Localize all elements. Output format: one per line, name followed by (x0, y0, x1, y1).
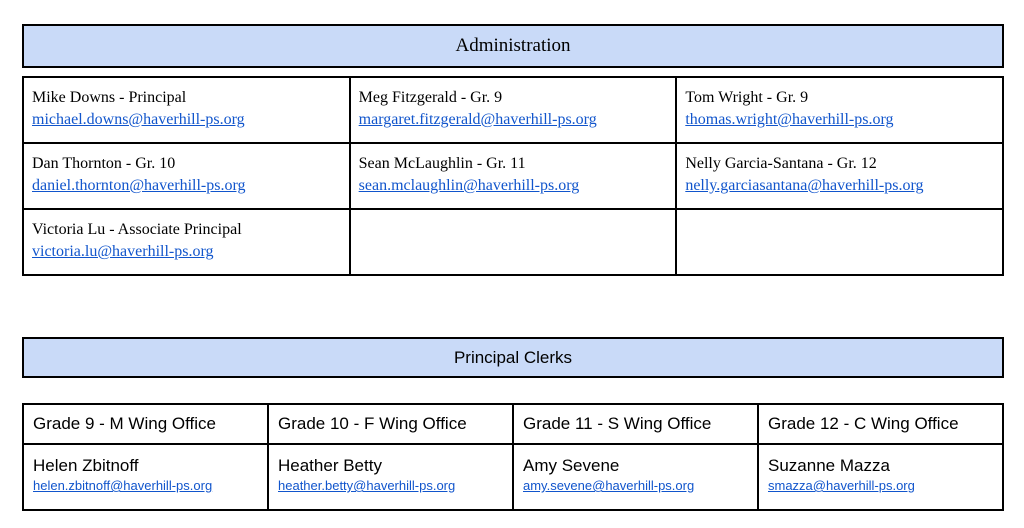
administration-row (23, 209, 1003, 275)
staff-email-link[interactable]: thomas.wright@haverhill-ps.org (685, 111, 894, 128)
clerk-name: Heather Betty (278, 456, 382, 475)
empty-cell (350, 209, 677, 275)
empty-cell (676, 209, 1003, 275)
staff-cell (23, 77, 350, 143)
clerk-name: Suzanne Mazza (768, 456, 890, 475)
principal-clerks-table (22, 403, 1004, 511)
clerk-office-header: Grade 10 - F Wing Office (268, 404, 513, 444)
principal-clerks-title-bar (22, 337, 1004, 378)
administration-row (23, 143, 1003, 209)
administration-row (23, 77, 1003, 143)
clerk-office-header: Grade 9 - M Wing Office (23, 404, 268, 444)
staff-email-link[interactable]: victoria.lu@haverhill-ps.org (32, 243, 214, 260)
staff-name: Victoria Lu - Associate Principal (32, 221, 242, 238)
staff-cell (350, 143, 677, 209)
clerk-cell (268, 444, 513, 510)
staff-cell (23, 143, 350, 209)
staff-cell (350, 77, 677, 143)
clerk-name: Amy Sevene (523, 456, 620, 475)
clerk-cell (758, 444, 1003, 510)
staff-name: Nelly Garcia-Santana - Gr. 12 (685, 155, 877, 172)
clerk-cell (23, 444, 268, 510)
staff-name: Dan Thornton - Gr. 10 (32, 155, 176, 172)
staff-cell (676, 143, 1003, 209)
clerks-header-row (23, 404, 1003, 444)
staff-cell (676, 77, 1003, 143)
clerk-email-link[interactable]: smazza@haverhill-ps.org (768, 478, 915, 493)
administration-title-bar (22, 24, 1004, 68)
administration-title: Administration (455, 35, 571, 56)
staff-email-link[interactable]: daniel.thornton@haverhill-ps.org (32, 177, 246, 194)
staff-email-link[interactable]: margaret.fitzgerald@haverhill-ps.org (358, 111, 597, 128)
staff-cell (23, 209, 350, 275)
staff-name: Mike Downs - Principal (32, 89, 187, 106)
staff-email-link[interactable]: michael.downs@haverhill-ps.org (32, 111, 245, 128)
principal-clerks-title: Principal Clerks (453, 347, 573, 367)
staff-name: Tom Wright - Gr. 9 (685, 89, 809, 106)
clerk-email-link[interactable]: amy.sevene@haverhill-ps.org (523, 478, 695, 493)
clerk-name: Helen Zbitnoff (33, 456, 139, 475)
clerk-office-header: Grade 11 - S Wing Office (513, 404, 758, 444)
clerk-email-link[interactable]: heather.betty@haverhill-ps.org (278, 478, 456, 493)
staff-name: Meg Fitzgerald - Gr. 9 (358, 89, 503, 106)
staff-name: Sean McLaughlin - Gr. 11 (358, 155, 526, 172)
clerk-cell (513, 444, 758, 510)
clerks-data-row (23, 444, 1003, 510)
staff-email-link[interactable]: nelly.garciasantana@haverhill-ps.org (685, 177, 924, 194)
clerk-office-header: Grade 12 - C Wing Office (758, 404, 1003, 444)
administration-table (22, 76, 1004, 276)
clerk-email-link[interactable]: helen.zbitnoff@haverhill-ps.org (33, 478, 213, 493)
staff-email-link[interactable]: sean.mclaughlin@haverhill-ps.org (358, 177, 580, 194)
